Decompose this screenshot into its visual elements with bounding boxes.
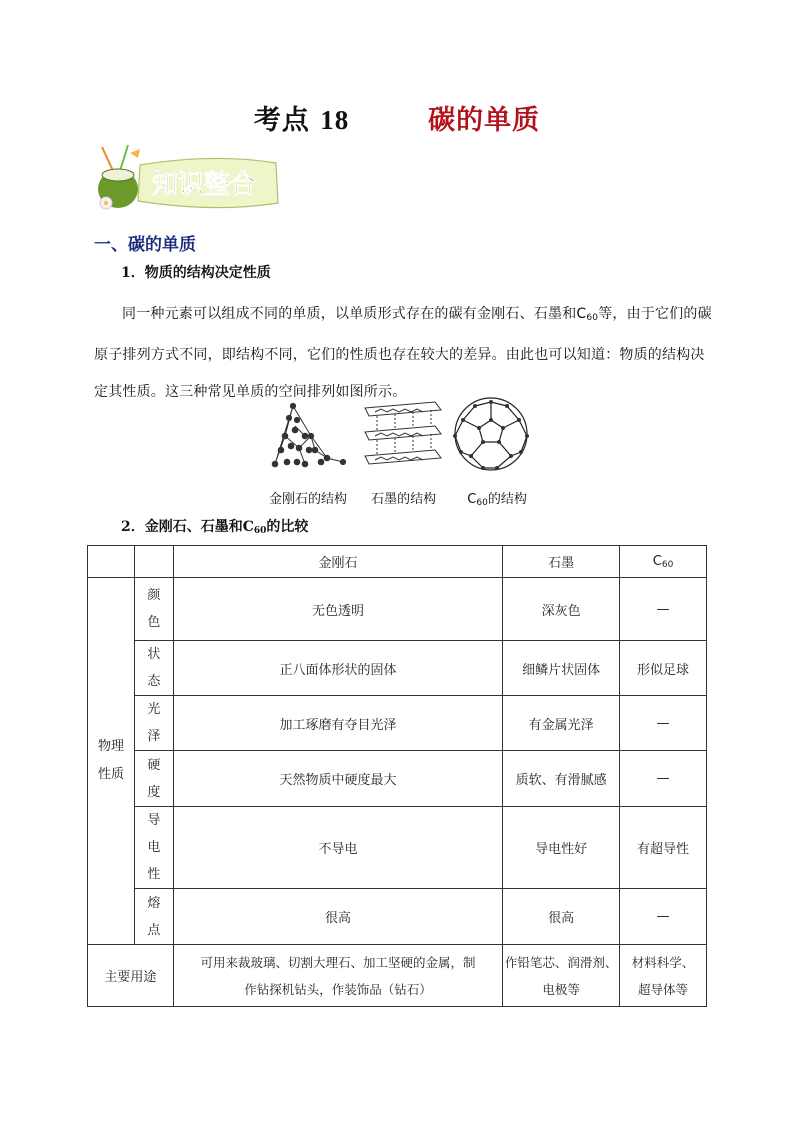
cell-graphite: 导电性好	[503, 807, 620, 889]
header-c60: $C_{60}$	[620, 546, 707, 578]
diamond-structure-image	[272, 403, 345, 466]
cell-graphite: 很高	[503, 889, 620, 945]
title-number: 18	[320, 105, 350, 135]
subsection-heading-1: 1．物质的结构决定性质	[121, 265, 271, 281]
graphite-structure-image	[365, 402, 441, 464]
cell-c60: —	[620, 751, 707, 807]
cell-c60: —	[620, 696, 707, 751]
caption-diamond: 金刚石的结构	[269, 492, 348, 507]
cell-diamond: 不导电	[173, 807, 502, 889]
table-row	[88, 807, 707, 889]
uses-label: 主要用途	[88, 945, 174, 1007]
cell-diamond: 很高	[173, 889, 502, 945]
uses-diamond: 可用来裁玻璃、切割大理石、加工坚硬的金属，制 作钻探机钻头，作装饰品（钻石）	[173, 945, 502, 1007]
table-row	[88, 641, 707, 696]
intro-paragraph	[94, 296, 712, 411]
table-row-uses	[88, 945, 707, 1007]
comparison-table	[87, 545, 707, 1007]
para-line-2: 原子排列方式不同，即结构不同，它们的性质也存在较大的差异。由此也可以知道：物质的结构决	[94, 347, 705, 363]
cell-c60: —	[620, 889, 707, 945]
table-header-row	[88, 546, 707, 578]
prop-color: 颜 色	[134, 578, 173, 641]
figure-captions	[269, 488, 527, 508]
table-row	[88, 578, 707, 641]
table-row	[88, 889, 707, 945]
cell-graphite: 质软、有滑腻感	[503, 751, 620, 807]
group-physical-properties: 物理 性质	[88, 578, 135, 945]
prop-conductivity: 导 电 性	[134, 807, 173, 889]
cell-diamond: 天然物质中硬度最大	[173, 751, 502, 807]
title-topic: 碳的单质	[428, 105, 541, 136]
section-heading: 一、碳的单质	[94, 235, 196, 255]
cell-diamond: 正八面体形状的固体	[173, 641, 502, 696]
cell-c60: 有超导性	[620, 807, 707, 889]
prop-hardness: 硬 度	[134, 751, 173, 807]
para-line-1: 同一种元素可以组成不同的单质，以单质形式存在的碳有金刚石、石墨和$C_{60}$等，由于它们的碳	[122, 306, 712, 323]
uses-graphite: 作铅笔芯、润滑剂、 电极等	[503, 945, 620, 1007]
caption-graphite: 石墨的结构	[371, 492, 437, 507]
badge-text: 知识整合	[152, 170, 257, 200]
cell-graphite: 有金属光泽	[503, 696, 620, 751]
knowledge-badge	[94, 143, 282, 215]
carbon-structures-figure	[265, 396, 535, 476]
prop-luster: 光 泽	[134, 696, 173, 751]
cell-graphite: 细鳞片状固体	[503, 641, 620, 696]
page-title	[0, 98, 794, 137]
caption-c60: $C_{60}$的结构	[467, 492, 527, 508]
c60-structure-image	[455, 398, 527, 470]
cell-graphite: 深灰色	[503, 578, 620, 641]
header-diamond: 金刚石	[173, 546, 502, 578]
cell-diamond: 加工琢磨有夺目光泽	[173, 696, 502, 751]
cell-diamond: 无色透明	[173, 578, 502, 641]
header-graphite: 石墨	[503, 546, 620, 578]
para-line-3: 定其性质。这三种常见单质的空间排列如图所示。	[94, 384, 407, 400]
cell-c60: —	[620, 578, 707, 641]
title-prefix: 考点	[253, 105, 310, 136]
prop-state: 状 态	[134, 641, 173, 696]
subsection-heading-2: 2．金刚石、石墨和$C_{60}$的比较	[121, 519, 309, 536]
table-row	[88, 751, 707, 807]
uses-c60: 材料科学、 超导体等	[620, 945, 707, 1007]
cell-c60: 形似足球	[620, 641, 707, 696]
table-row	[88, 696, 707, 751]
coconut-drink-icon	[98, 145, 140, 209]
prop-melting-point: 熔 点	[134, 889, 173, 945]
